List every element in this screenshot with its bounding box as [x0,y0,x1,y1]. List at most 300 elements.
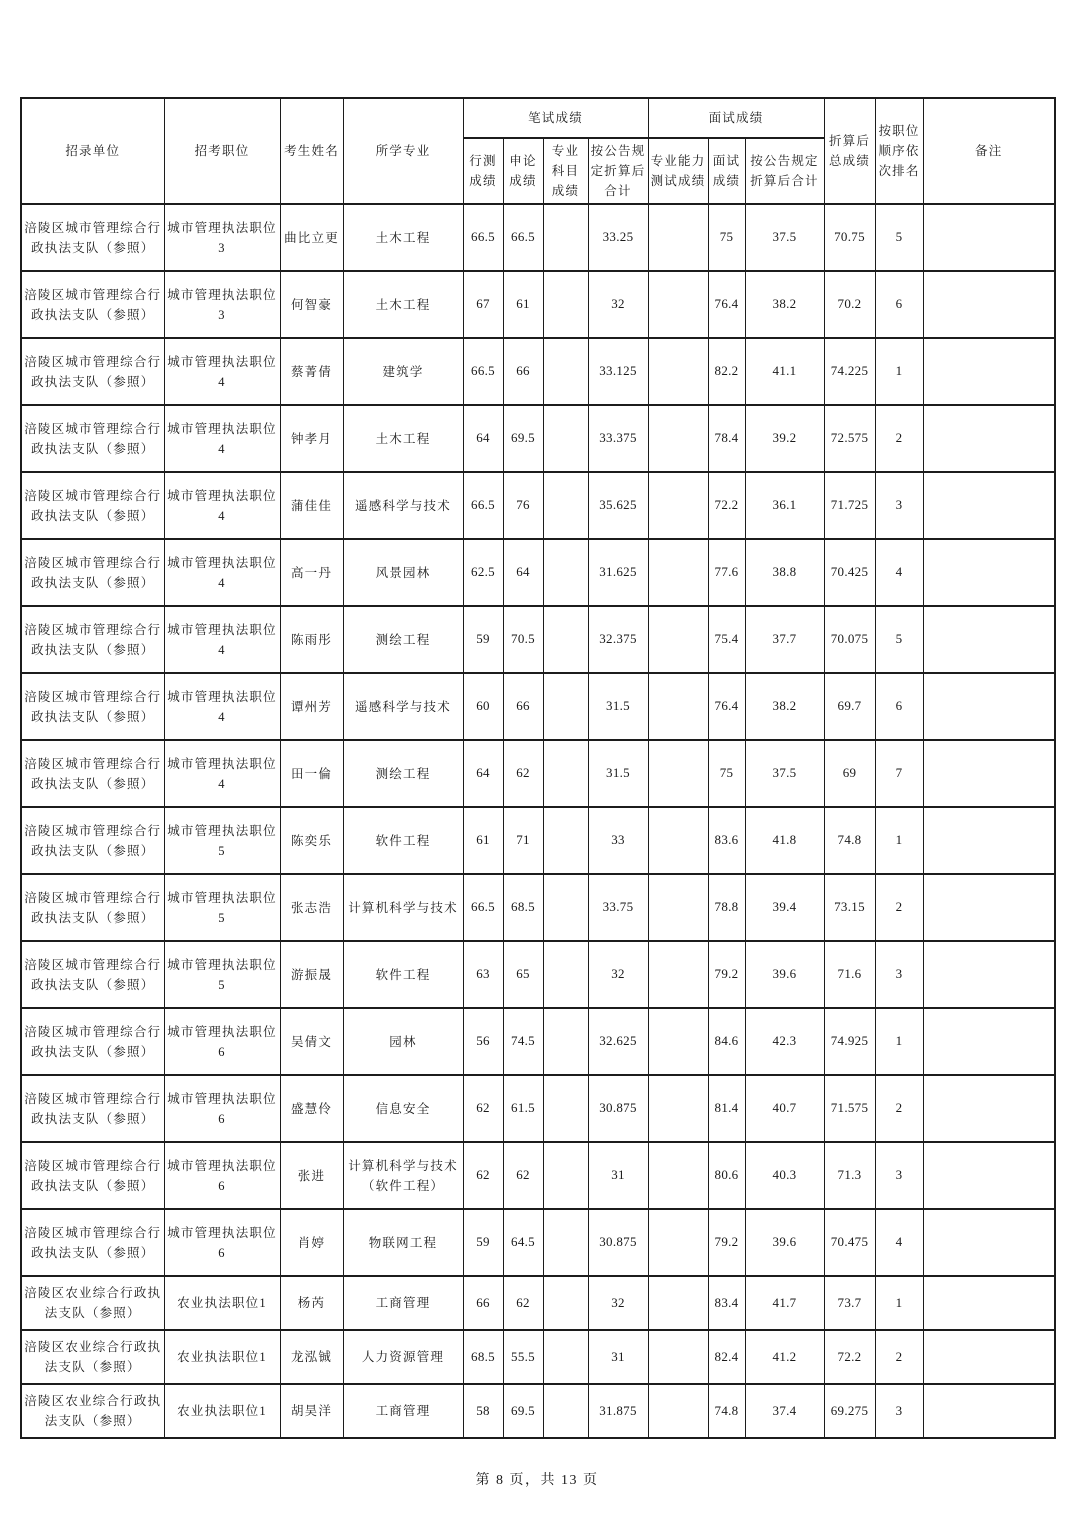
cell-xingce-score: 62.5 [463,539,503,606]
cell-remark [923,405,1055,472]
cell-shenlun-score: 76 [503,472,543,539]
col-header-interview-score: 面试成绩 [708,138,745,204]
cell-remark [923,539,1055,606]
col-group-interview-score: 面试成绩 [648,98,824,138]
cell-ability-test-score [648,1330,708,1384]
cell-ability-test-score [648,673,708,740]
cell-remark [923,1142,1055,1209]
cell-position: 城市管理执法职位6 [164,1209,280,1276]
cell-position: 城市管理执法职位4 [164,472,280,539]
cell-unit: 涪陵区城市管理综合行政执法支队（参照） [21,539,164,606]
cell-remark [923,204,1055,271]
cell-remark [923,807,1055,874]
cell-written-converted-total: 31 [588,1330,648,1384]
cell-subject-score [543,204,588,271]
cell-rank: 5 [875,204,923,271]
cell-position: 城市管理执法职位5 [164,807,280,874]
cell-unit: 涪陵区农业综合行政执法支队（参照） [21,1384,164,1438]
cell-unit: 涪陵区城市管理综合行政执法支队（参照） [21,1142,164,1209]
cell-rank: 1 [875,1276,923,1330]
cell-ability-test-score [648,1276,708,1330]
cell-unit: 涪陵区城市管理综合行政执法支队（参照） [21,941,164,1008]
table-row [21,673,1055,740]
table-row [21,472,1055,539]
cell-subject-score [543,606,588,673]
cell-interview-score: 74.8 [708,1384,745,1438]
cell-unit: 涪陵区城市管理综合行政执法支队（参照） [21,1075,164,1142]
cell-rank: 1 [875,1008,923,1075]
cell-shenlun-score: 62 [503,740,543,807]
table-row [21,338,1055,405]
cell-xingce-score: 64 [463,740,503,807]
cell-unit: 涪陵区城市管理综合行政执法支队（参照） [21,740,164,807]
cell-interview-converted-total: 41.2 [745,1330,824,1384]
cell-unit: 涪陵区城市管理综合行政执法支队（参照） [21,807,164,874]
cell-written-converted-total: 32 [588,271,648,338]
cell-ability-test-score [648,1384,708,1438]
cell-major: 风景园林 [343,539,463,606]
cell-interview-score: 83.6 [708,807,745,874]
cell-interview-converted-total: 36.1 [745,472,824,539]
cell-unit: 涪陵区城市管理综合行政执法支队（参照） [21,606,164,673]
results-table [20,97,1056,1439]
cell-ability-test-score [648,606,708,673]
cell-interview-score: 76.4 [708,271,745,338]
cell-position: 城市管理执法职位3 [164,204,280,271]
cell-written-converted-total: 35.625 [588,472,648,539]
cell-overall-score: 69 [824,740,875,807]
table-row [21,204,1055,271]
cell-major: 遥感科学与技术 [343,472,463,539]
cell-shenlun-score: 66 [503,673,543,740]
cell-major: 计算机科学与技术（软件工程） [343,1142,463,1209]
col-header-shenlun-score: 申论成绩 [503,138,543,204]
cell-position: 农业执法职位1 [164,1384,280,1438]
cell-interview-converted-total: 41.8 [745,807,824,874]
cell-xingce-score: 66.5 [463,204,503,271]
cell-unit: 涪陵区城市管理综合行政执法支队（参照） [21,338,164,405]
table-row [21,1142,1055,1209]
cell-major: 土木工程 [343,405,463,472]
col-header-ability-test-score: 专业能力测试成绩 [648,138,708,204]
cell-interview-score: 75 [708,740,745,807]
cell-xingce-score: 61 [463,807,503,874]
table-row [21,1209,1055,1276]
cell-subject-score [543,1075,588,1142]
cell-candidate-name: 张志浩 [280,874,343,941]
cell-candidate-name: 曲比立更 [280,204,343,271]
cell-position: 城市管理执法职位5 [164,874,280,941]
cell-candidate-name: 蒲佳佳 [280,472,343,539]
table-row [21,606,1055,673]
cell-rank: 3 [875,1384,923,1438]
cell-unit: 涪陵区城市管理综合行政执法支队（参照） [21,271,164,338]
cell-candidate-name: 杨芮 [280,1276,343,1330]
cell-rank: 3 [875,472,923,539]
cell-major: 计算机科学与技术 [343,874,463,941]
table-row [21,941,1055,1008]
cell-interview-converted-total: 39.2 [745,405,824,472]
cell-subject-score [543,539,588,606]
cell-overall-score: 72.2 [824,1330,875,1384]
table-row [21,874,1055,941]
cell-overall-score: 69.7 [824,673,875,740]
cell-ability-test-score [648,472,708,539]
cell-ability-test-score [648,1075,708,1142]
cell-xingce-score: 64 [463,405,503,472]
cell-position: 城市管理执法职位4 [164,740,280,807]
table-row [21,1075,1055,1142]
cell-major: 物联网工程 [343,1209,463,1276]
cell-overall-score: 74.925 [824,1008,875,1075]
cell-interview-converted-total: 39.6 [745,1209,824,1276]
cell-subject-score [543,338,588,405]
cell-rank: 2 [875,874,923,941]
cell-unit: 涪陵区农业综合行政执法支队（参照） [21,1276,164,1330]
cell-position: 农业执法职位1 [164,1330,280,1384]
cell-overall-score: 70.75 [824,204,875,271]
cell-subject-score [543,472,588,539]
cell-shenlun-score: 71 [503,807,543,874]
cell-interview-converted-total: 37.7 [745,606,824,673]
cell-subject-score [543,807,588,874]
cell-rank: 3 [875,941,923,1008]
cell-shenlun-score: 66.5 [503,204,543,271]
cell-major: 测绘工程 [343,740,463,807]
cell-written-converted-total: 31.875 [588,1384,648,1438]
cell-remark [923,271,1055,338]
cell-shenlun-score: 70.5 [503,606,543,673]
cell-position: 城市管理执法职位4 [164,606,280,673]
cell-overall-score: 74.8 [824,807,875,874]
cell-position: 农业执法职位1 [164,1276,280,1330]
cell-unit: 涪陵区城市管理综合行政执法支队（参照） [21,1008,164,1075]
cell-interview-score: 75 [708,204,745,271]
cell-shenlun-score: 64 [503,539,543,606]
cell-interview-score: 78.4 [708,405,745,472]
cell-major: 土木工程 [343,204,463,271]
cell-overall-score: 71.575 [824,1075,875,1142]
cell-written-converted-total: 33.125 [588,338,648,405]
cell-candidate-name: 钟孝月 [280,405,343,472]
cell-xingce-score: 62 [463,1142,503,1209]
cell-xingce-score: 66.5 [463,472,503,539]
cell-overall-score: 72.575 [824,405,875,472]
cell-position: 城市管理执法职位6 [164,1142,280,1209]
cell-interview-converted-total: 41.1 [745,338,824,405]
cell-position: 城市管理执法职位4 [164,673,280,740]
cell-overall-score: 70.475 [824,1209,875,1276]
cell-xingce-score: 66 [463,1276,503,1330]
cell-unit: 涪陵区城市管理综合行政执法支队（参照） [21,874,164,941]
cell-interview-converted-total: 40.3 [745,1142,824,1209]
cell-subject-score [543,1276,588,1330]
cell-major: 遥感科学与技术 [343,673,463,740]
cell-candidate-name: 盛慧伶 [280,1075,343,1142]
cell-written-converted-total: 31.625 [588,539,648,606]
cell-overall-score: 73.7 [824,1276,875,1330]
cell-remark [923,1330,1055,1384]
cell-major: 园林 [343,1008,463,1075]
cell-interview-converted-total: 40.7 [745,1075,824,1142]
cell-candidate-name: 何智豪 [280,271,343,338]
cell-unit: 涪陵区城市管理综合行政执法支队（参照） [21,405,164,472]
cell-interview-score: 82.2 [708,338,745,405]
cell-rank: 5 [875,606,923,673]
cell-remark [923,740,1055,807]
cell-interview-score: 82.4 [708,1330,745,1384]
table-row [21,539,1055,606]
cell-interview-converted-total: 39.6 [745,941,824,1008]
col-header-rank: 按职位顺序依次排名 [875,98,923,204]
cell-written-converted-total: 30.875 [588,1075,648,1142]
cell-rank: 2 [875,1075,923,1142]
cell-major: 软件工程 [343,941,463,1008]
cell-subject-score [543,1384,588,1438]
cell-rank: 1 [875,807,923,874]
cell-shenlun-score: 74.5 [503,1008,543,1075]
table-row [21,1384,1055,1438]
col-header-major: 所学专业 [343,98,463,204]
cell-candidate-name: 蔡菁倩 [280,338,343,405]
cell-candidate-name: 田一倫 [280,740,343,807]
cell-candidate-name: 高一丹 [280,539,343,606]
cell-ability-test-score [648,874,708,941]
cell-written-converted-total: 32.625 [588,1008,648,1075]
cell-candidate-name: 胡昊洋 [280,1384,343,1438]
col-header-candidate-name: 考生姓名 [280,98,343,204]
cell-interview-score: 72.2 [708,472,745,539]
col-header-remark: 备注 [923,98,1055,204]
cell-overall-score: 73.15 [824,874,875,941]
cell-candidate-name: 龙泓铖 [280,1330,343,1384]
cell-ability-test-score [648,338,708,405]
cell-written-converted-total: 31.5 [588,673,648,740]
table-header [21,98,1055,204]
cell-shenlun-score: 61.5 [503,1075,543,1142]
cell-candidate-name: 谭州芳 [280,673,343,740]
cell-shenlun-score: 62 [503,1142,543,1209]
cell-overall-score: 70.2 [824,271,875,338]
cell-xingce-score: 68.5 [463,1330,503,1384]
cell-xingce-score: 62 [463,1075,503,1142]
cell-position: 城市管理执法职位4 [164,539,280,606]
table-row [21,1330,1055,1384]
table-row [21,405,1055,472]
cell-position: 城市管理执法职位6 [164,1008,280,1075]
cell-unit: 涪陵区城市管理综合行政执法支队（参照） [21,673,164,740]
cell-shenlun-score: 66 [503,338,543,405]
cell-interview-score: 79.2 [708,1209,745,1276]
cell-interview-score: 78.8 [708,874,745,941]
cell-rank: 6 [875,673,923,740]
cell-remark [923,673,1055,740]
cell-shenlun-score: 64.5 [503,1209,543,1276]
cell-interview-score: 80.6 [708,1142,745,1209]
cell-shenlun-score: 69.5 [503,405,543,472]
cell-unit: 涪陵区城市管理综合行政执法支队（参照） [21,472,164,539]
page-number: 第 8 页，共 13 页 [475,1473,599,1488]
cell-xingce-score: 59 [463,606,503,673]
cell-subject-score [543,673,588,740]
table-row [21,1008,1055,1075]
cell-unit: 涪陵区城市管理综合行政执法支队（参照） [21,1209,164,1276]
cell-overall-score: 71.725 [824,472,875,539]
cell-xingce-score: 66.5 [463,338,503,405]
cell-major: 工商管理 [343,1384,463,1438]
cell-ability-test-score [648,271,708,338]
cell-interview-converted-total: 41.7 [745,1276,824,1330]
cell-interview-converted-total: 39.4 [745,874,824,941]
cell-major: 信息安全 [343,1075,463,1142]
cell-remark [923,472,1055,539]
cell-candidate-name: 吴倩文 [280,1008,343,1075]
cell-xingce-score: 60 [463,673,503,740]
cell-major: 人力资源管理 [343,1330,463,1384]
cell-remark [923,338,1055,405]
cell-major: 软件工程 [343,807,463,874]
cell-interview-converted-total: 37.5 [745,204,824,271]
cell-overall-score: 70.075 [824,606,875,673]
cell-remark [923,874,1055,941]
cell-interview-score: 79.2 [708,941,745,1008]
cell-interview-converted-total: 38.2 [745,673,824,740]
cell-overall-score: 69.275 [824,1384,875,1438]
cell-subject-score [543,874,588,941]
cell-interview-score: 77.6 [708,539,745,606]
cell-subject-score [543,271,588,338]
cell-written-converted-total: 33.375 [588,405,648,472]
cell-remark [923,606,1055,673]
cell-rank: 2 [875,405,923,472]
cell-rank: 3 [875,1142,923,1209]
col-header-unit: 招录单位 [21,98,164,204]
col-header-xingce-score: 行测成绩 [463,138,503,204]
cell-subject-score [543,740,588,807]
cell-remark [923,1075,1055,1142]
col-header-position: 招考职位 [164,98,280,204]
cell-ability-test-score [648,941,708,1008]
cell-position: 城市管理执法职位5 [164,941,280,1008]
cell-written-converted-total: 30.875 [588,1209,648,1276]
cell-major: 土木工程 [343,271,463,338]
cell-rank: 2 [875,1330,923,1384]
cell-remark [923,1008,1055,1075]
cell-unit: 涪陵区农业综合行政执法支队（参照） [21,1330,164,1384]
table-row [21,1276,1055,1330]
cell-remark [923,1209,1055,1276]
cell-subject-score [543,1209,588,1276]
col-header-written-converted-total: 按公告规定折算后合计 [588,138,648,204]
cell-subject-score [543,405,588,472]
cell-rank: 4 [875,1209,923,1276]
cell-shenlun-score: 69.5 [503,1384,543,1438]
cell-major: 测绘工程 [343,606,463,673]
cell-xingce-score: 67 [463,271,503,338]
cell-subject-score [543,941,588,1008]
cell-overall-score: 74.225 [824,338,875,405]
cell-position: 城市管理执法职位4 [164,405,280,472]
cell-ability-test-score [648,740,708,807]
cell-rank: 6 [875,271,923,338]
cell-position: 城市管理执法职位4 [164,338,280,405]
cell-interview-converted-total: 38.2 [745,271,824,338]
cell-rank: 1 [875,338,923,405]
cell-rank: 4 [875,539,923,606]
cell-interview-converted-total: 38.8 [745,539,824,606]
cell-written-converted-total: 33.75 [588,874,648,941]
cell-ability-test-score [648,807,708,874]
cell-subject-score [543,1008,588,1075]
cell-xingce-score: 63 [463,941,503,1008]
cell-overall-score: 70.425 [824,539,875,606]
cell-written-converted-total: 33 [588,807,648,874]
table-body [21,204,1055,1438]
table-row [21,807,1055,874]
cell-xingce-score: 56 [463,1008,503,1075]
cell-candidate-name: 陈奕乐 [280,807,343,874]
cell-ability-test-score [648,1008,708,1075]
cell-ability-test-score [648,539,708,606]
col-header-interview-converted-total: 按公告规定折算后合计 [745,138,824,204]
cell-written-converted-total: 31 [588,1142,648,1209]
cell-written-converted-total: 32 [588,1276,648,1330]
cell-interview-converted-total: 42.3 [745,1008,824,1075]
cell-remark [923,941,1055,1008]
cell-shenlun-score: 68.5 [503,874,543,941]
cell-ability-test-score [648,1209,708,1276]
cell-rank: 7 [875,740,923,807]
cell-position: 城市管理执法职位3 [164,271,280,338]
cell-subject-score [543,1330,588,1384]
cell-interview-score: 84.6 [708,1008,745,1075]
cell-shenlun-score: 65 [503,941,543,1008]
cell-interview-score: 76.4 [708,673,745,740]
cell-written-converted-total: 32 [588,941,648,1008]
cell-candidate-name: 肖婷 [280,1209,343,1276]
col-header-subject-score: 专业科目成绩 [543,138,588,204]
cell-shenlun-score: 62 [503,1276,543,1330]
cell-ability-test-score [648,405,708,472]
col-group-written-score: 笔试成绩 [463,98,648,138]
cell-written-converted-total: 31.5 [588,740,648,807]
table-row [21,271,1055,338]
col-header-overall-score: 折算后总成绩 [824,98,875,204]
cell-position: 城市管理执法职位6 [164,1075,280,1142]
cell-xingce-score: 59 [463,1209,503,1276]
cell-interview-converted-total: 37.5 [745,740,824,807]
cell-interview-score: 81.4 [708,1075,745,1142]
cell-interview-score: 83.4 [708,1276,745,1330]
cell-overall-score: 71.6 [824,941,875,1008]
cell-remark [923,1384,1055,1438]
cell-candidate-name: 张进 [280,1142,343,1209]
cell-major: 建筑学 [343,338,463,405]
cell-ability-test-score [648,1142,708,1209]
cell-interview-converted-total: 37.4 [745,1384,824,1438]
cell-major: 工商管理 [343,1276,463,1330]
cell-written-converted-total: 33.25 [588,204,648,271]
cell-shenlun-score: 55.5 [503,1330,543,1384]
cell-subject-score [543,1142,588,1209]
cell-xingce-score: 58 [463,1384,503,1438]
cell-written-converted-total: 32.375 [588,606,648,673]
cell-candidate-name: 游振晟 [280,941,343,1008]
cell-shenlun-score: 61 [503,271,543,338]
table-row [21,740,1055,807]
cell-interview-score: 75.4 [708,606,745,673]
cell-overall-score: 71.3 [824,1142,875,1209]
